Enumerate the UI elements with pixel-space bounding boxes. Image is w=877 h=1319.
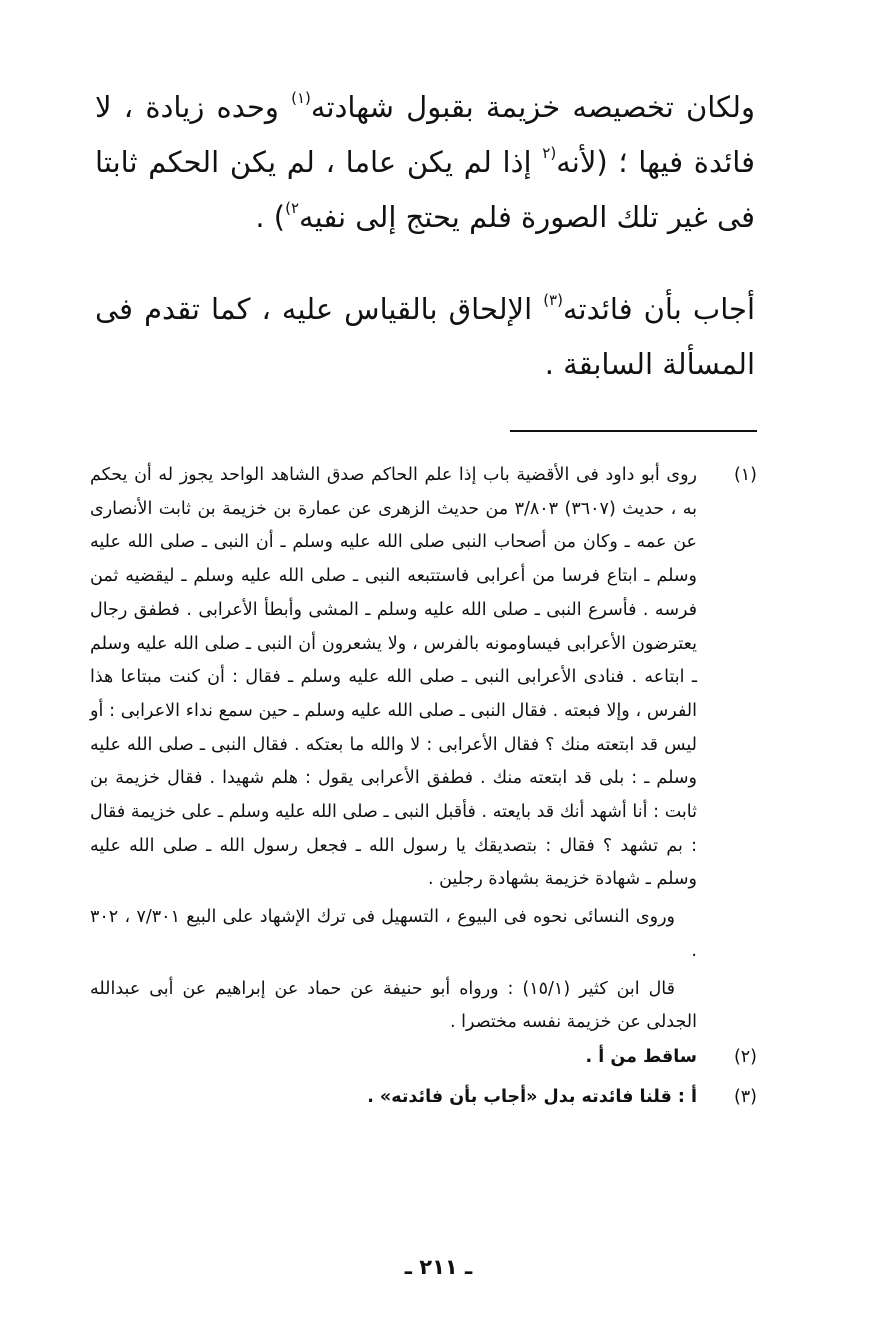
footnote-ref-3: (٣): [543, 291, 563, 309]
footnote-2-number: (٢): [733, 1046, 757, 1067]
footnote-3: [90, 1081, 757, 1115]
footnote-ref-1: (١): [291, 89, 311, 107]
footnote-2-text: ساقط من أ .: [585, 1046, 697, 1067]
footnote-3-text: أ : قلنا فائدته بدل «أجاب بأن فائدته» .: [367, 1086, 697, 1107]
footnote-3-number: (٣): [733, 1086, 757, 1107]
main-paragraph-2: [95, 282, 755, 392]
footnote-1-number: (١): [733, 465, 757, 485]
footnotes: [90, 459, 757, 1114]
main-paragraph-2-text: أجاب بأن فائدته: [562, 292, 756, 326]
footnote-1: [90, 459, 757, 1040]
footnote-separator: [510, 430, 757, 432]
main-paragraph-1: [95, 80, 755, 245]
main-paragraph-1-text: ولكان تخصيصه خزيمة بقبول شهادته: [310, 90, 755, 124]
main-paragraph-2-text-post: الإلحاق بالقياس عليه ، كما تقدم فى المسألة السابقة .: [95, 292, 755, 381]
footnote-ref-2: (٢: [542, 144, 557, 162]
main-paragraph-1-end: ) .: [255, 200, 286, 234]
page-number: ـ ٢١١ ـ: [404, 1255, 473, 1279]
footnote-1-text: روى أبو داود فى الأقضية باب إذا علم الحاكم صدق الشاهد الواحد يجوز له أن يحكم به ، حديث (٣٦٠٧) ٣/٨٠٣ من حديث الزهرى عن عمارة بن خزيمة بن ثابت الأنصارى عن عمه ـ وكان من أصحاب النبى صلى الله عليه وسلم ـ أن النبى ـ صلى الله عليه وسلم ـ ابتاع فرسا من أعرابى فاستتبعه النبى ـ صلى الله عليه وسلم ـ ليقضيه ثمن فرسه . فأسرع النبى ـ صلى الله عليه وسلم ـ المشى وأبطأ الأعرابى . فطفق رجال يعترضون الأعرابى فيساومونه بالفرس ، ولا يشعرون أن النبى ـ صلى الله عليه وسلم ـ ابتاعه . فنادى الأعرابى النبى ـ صلى الله عليه وسلم ـ فقال : أن كنت مبتاعا هذا الفرس ، وإلا فبعته . فقال النبى ـ صلى الله عليه وسلم ـ حين سمع نداء الاعرابى : أو ليس قد ابتعته منك ؟ فقال الأعرابى : لا والله ما بعتكه . فقال النبى ـ صلى الله عليه وسلم ـ : بلى قد ابتعته منك . فطفق الأعرابى يقول : هلم شهيدا . فقال خزيمة بن ثابت : أنا أشهد أنك قد بايعته . فأقبل النبى ـ صلى الله عليه وسلم ـ على خزيمة فقال : بم تشهد ؟ فقال : بتصديقك يا رسول الله ـ فجعل رسول الله ـ صلى الله عليه وسلم ـ شهادة خزيمة بشهادة رجلين .: [90, 465, 697, 890]
main-paragraph-1-text-mid: وحده زيادة ، لا فائدة فيها ؛ (لأنه: [95, 90, 755, 179]
main-text: [95, 80, 755, 392]
footnote-1-text-2: وروى النسائى نحوه فى البيوع ، التسهيل فى ترك الإشهاد على البيع ٧/٣٠١ ، ٣٠٢ .: [90, 907, 697, 961]
footnote-1-text-3: قال ابن كثير (١٥/١) : ورواه أبو حنيفة عن حماد عن إبراهيم عن أبى عبدالله الجدلى عن خزيمة نفسه مختصرا .: [90, 978, 697, 1033]
main-paragraph-1-text-post: إذا لم يكن عاما ، لم يكن الحكم ثابتا فى غير تلك الصورة فلم يحتج إلى نفيه: [95, 145, 755, 234]
footnote-2: [90, 1041, 757, 1075]
footnote-ref-2-close: ٢): [285, 199, 300, 217]
